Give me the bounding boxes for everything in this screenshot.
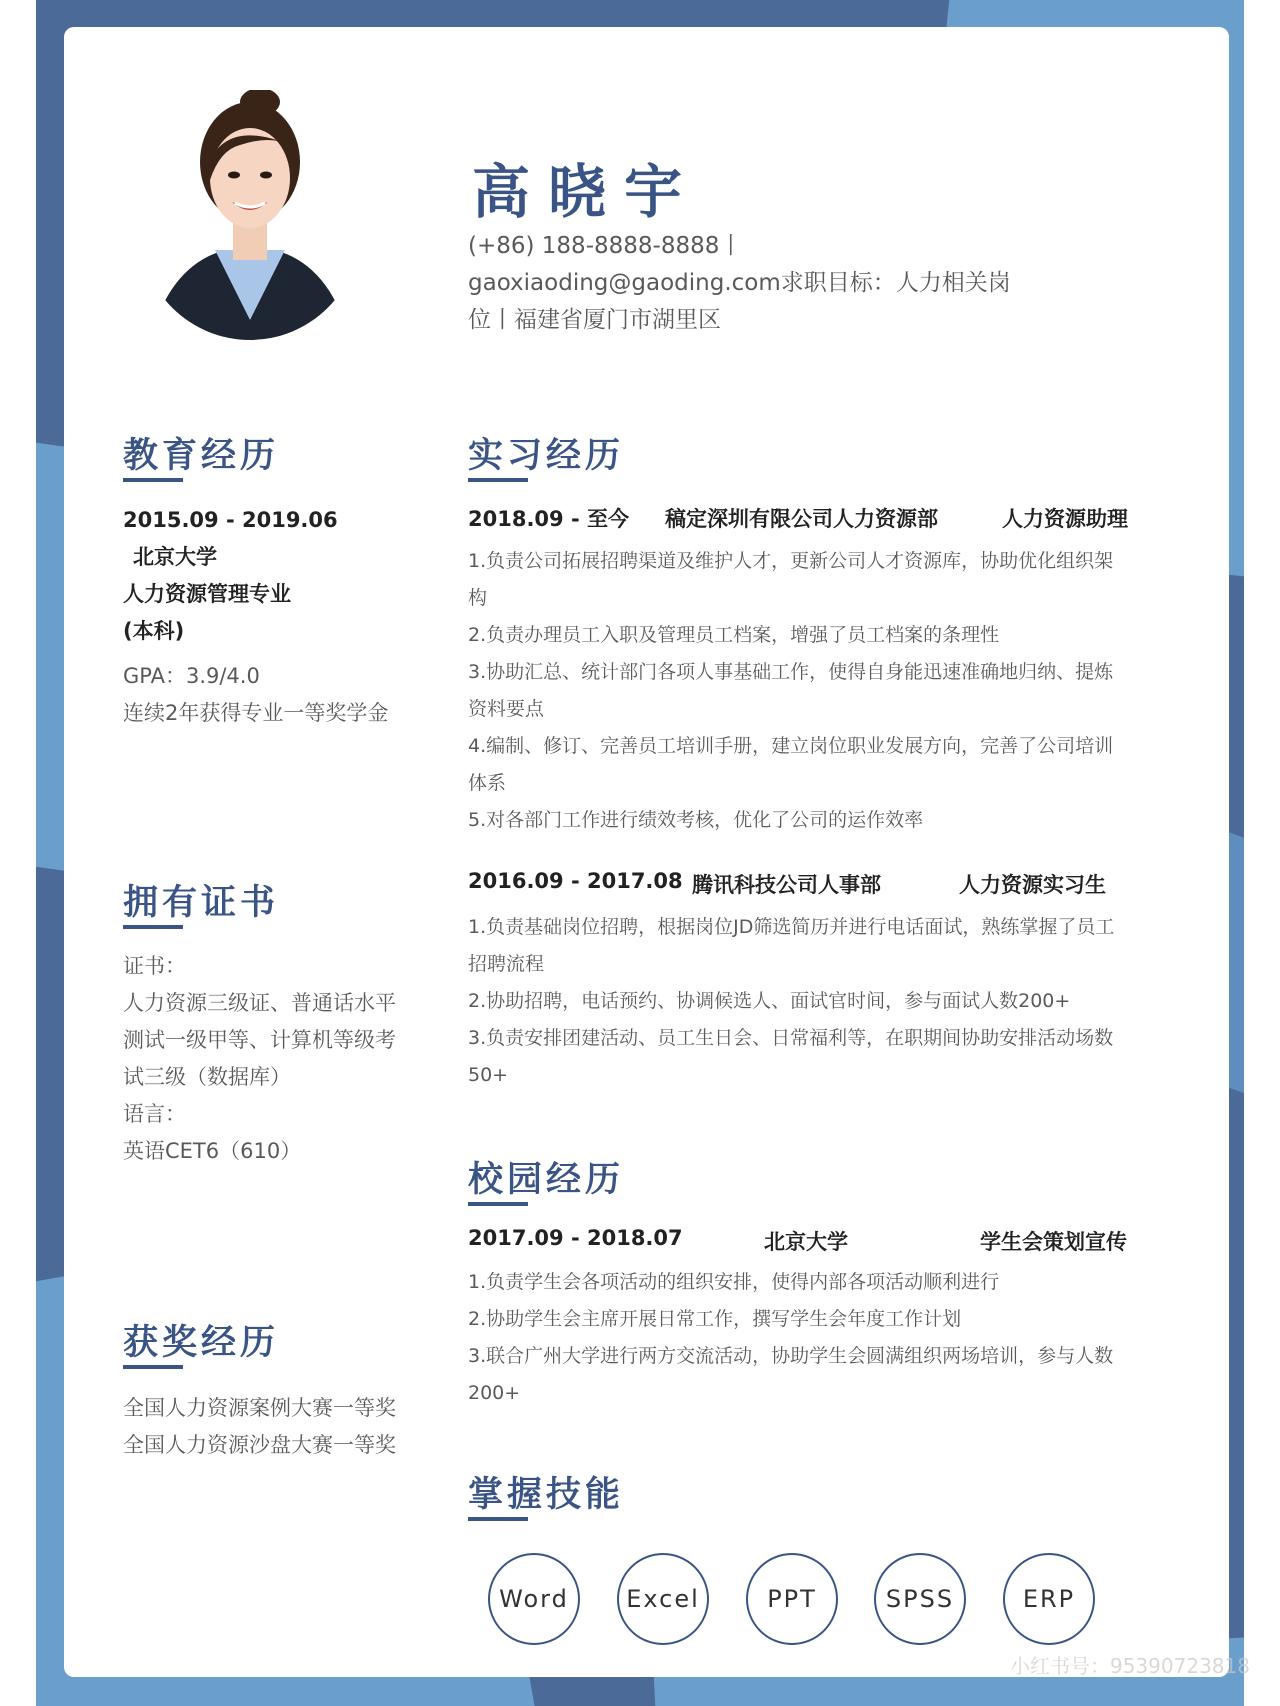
job-description [468, 909, 1168, 1094]
internship-title: 实习经历 [468, 436, 625, 476]
campus-title: 校园经历 [468, 1160, 625, 1200]
watermark: 小红书号：95390723818 [1010, 1654, 1250, 1678]
education-title: 教育经历 [123, 436, 280, 476]
job-line: 体系 [468, 772, 507, 794]
candidate-name: 高晓宇 [472, 158, 701, 226]
job-role: 人力资源实习生 [959, 873, 1106, 897]
award-line: 全国人力资源沙盘大赛一等奖 [123, 1433, 396, 1457]
education-block [123, 502, 428, 732]
job-line: 1.负责公司拓展招聘渠道及维护人才，更新公司人才资源库，协助优化组织架 [468, 550, 1114, 572]
education-gpa: GPA：3.9/4.0 [123, 664, 260, 688]
job-line: 1.负责基础岗位招聘，根据岗位JD筛选简历并进行电话面试，熟练掌握了员工 [468, 916, 1115, 938]
certificates-title: 拥有证书 [123, 883, 280, 923]
section-underline [468, 478, 528, 482]
job-header [468, 869, 1168, 899]
job-header [468, 503, 1168, 533]
campus-line: 3.联合广州大学进行两方交流活动，协助学生会圆满组织两场培训，参与人数 [468, 1345, 1114, 1367]
section-underline [468, 1517, 528, 1521]
campus-description [468, 1264, 1168, 1412]
job-line: 50+ [468, 1064, 509, 1086]
education-degree: (本科) [123, 619, 185, 643]
awards-title: 获奖经历 [123, 1323, 280, 1363]
certificate-line: 人力资源三级证、普通话水平 [123, 991, 396, 1015]
campus-role: 学生会策划宣传 [980, 1230, 1127, 1254]
skills-list [488, 1553, 1148, 1649]
job-line: 资料要点 [468, 698, 545, 720]
job-line: 2.负责办理员工入职及管理员工档案，增强了员工档案的条理性 [468, 624, 1000, 646]
skill-badge-spss: SPSS [874, 1553, 966, 1645]
contact-info [468, 228, 1048, 339]
job-description [468, 543, 1168, 839]
job-company: 稿定深圳有限公司人力资源部 [665, 507, 938, 531]
job-role: 人力资源助理 [1002, 507, 1128, 531]
job-line: 5.对各部门工作进行绩效考核，优化了公司的运作效率 [468, 809, 924, 831]
job-line: 构 [468, 587, 488, 609]
award-line: 全国人力资源案例大赛一等奖 [123, 1396, 396, 1420]
skills-title: 掌握技能 [468, 1475, 625, 1515]
certificate-line: 英语CET6（610） [123, 1139, 302, 1163]
campus-header [468, 1226, 1168, 1256]
section-underline [468, 1202, 528, 1206]
education-major: 人力资源管理专业 [123, 582, 291, 606]
education-school: 北京大学 [133, 545, 217, 569]
certificate-line: 测试一级甲等、计算机等级考 [123, 1028, 396, 1052]
job-line: 招聘流程 [468, 953, 545, 975]
certificates-block [123, 948, 428, 1170]
profile-photo [140, 90, 360, 345]
section-underline [123, 478, 183, 482]
education-period: 2015.09 - 2019.06 [123, 508, 338, 532]
campus-period: 2017.09 - 2018.07 [468, 1226, 683, 1250]
job-line: 3.负责安排团建活动、员工生日会、日常福利等，在职期间协助安排活动场数 [468, 1027, 1114, 1049]
section-underline [123, 1365, 183, 1369]
certificate-line: 证书： [123, 954, 186, 978]
campus-line: 2.协助学生会主席开展日常工作，撰写学生会年度工作计划 [468, 1308, 962, 1330]
campus-line: 1.负责学生会各项活动的组织安排，使得内部各项活动顺利进行 [468, 1271, 1000, 1293]
job-line: 3.协助汇总、统计部门各项人事基础工作，使得自身能迅速准确地归纳、提炼 [468, 661, 1114, 683]
awards-block [123, 1390, 428, 1464]
skill-badge-erp: ERP [1003, 1553, 1095, 1645]
skill-badge-word: Word [488, 1553, 580, 1645]
education-award: 连续2年获得专业一等奖学金 [123, 701, 389, 725]
job-company: 腾讯科技公司人事部 [692, 873, 881, 897]
job-line: 4.编制、修订、完善员工培训手册，建立岗位职业发展方向，完善了公司培训 [468, 735, 1114, 757]
campus-line: 200+ [468, 1382, 521, 1404]
job-period: 2018.09 - 至今 [468, 507, 629, 531]
contact-line: gaoxiaoding@gaoding.com求职目标：人力相关岗 [468, 270, 1011, 296]
job-line: 2.协助招聘，电话预约、协调候选人、面试官时间，参与面试人数200+ [468, 990, 1071, 1012]
campus-org: 北京大学 [764, 1230, 848, 1254]
contact-line: 位丨福建省厦门市湖里区 [468, 307, 721, 333]
skill-badge-excel: Excel [617, 1553, 709, 1645]
contact-line: (+86) 188-8888-8888丨 [468, 233, 743, 259]
skill-badge-ppt: PPT [746, 1553, 838, 1645]
certificate-line: 语言： [123, 1102, 186, 1126]
job-period: 2016.09 - 2017.08 [468, 869, 683, 893]
certificate-line: 试三级（数据库） [123, 1065, 291, 1089]
section-underline [123, 925, 183, 929]
